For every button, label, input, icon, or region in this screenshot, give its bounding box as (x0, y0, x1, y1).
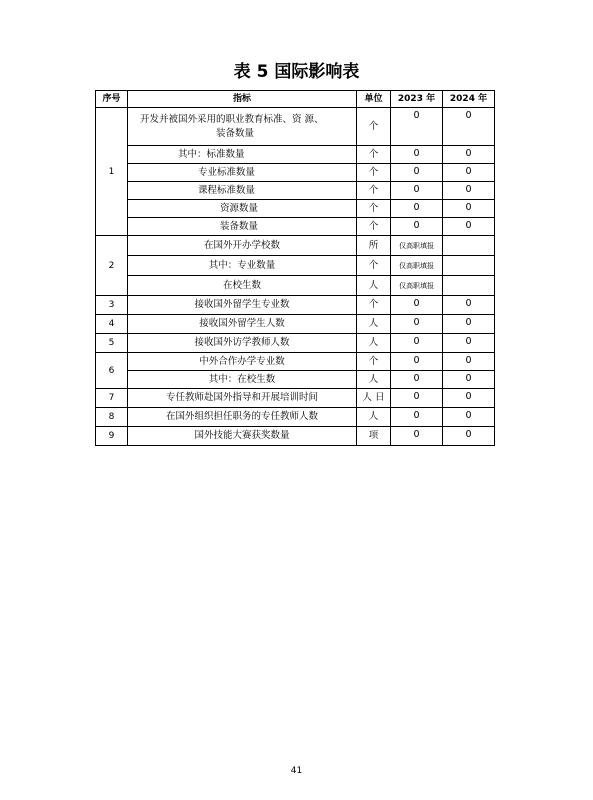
row-seq: 8 (96, 408, 128, 427)
row-value-2024: 0 (443, 427, 495, 446)
row-indicator: 专任教师赴国外指导和开展培训时间 (128, 389, 357, 408)
table-row (96, 296, 495, 315)
row-indicator: 课程标准数量 (128, 182, 357, 200)
row-unit: 项 (357, 427, 391, 446)
row-value-2024 (443, 256, 495, 276)
header-seq: 序号 (96, 91, 128, 108)
row-indicator: 在校生数 (128, 276, 357, 296)
row-unit: 个 (357, 108, 391, 146)
row-indicator: 接收国外访学教师人数 (128, 334, 357, 353)
row-value-2024: 0 (443, 164, 495, 182)
row-indicator: 其中：在校生数 (128, 371, 357, 389)
row-unit: 个 (357, 218, 391, 236)
row-value-2023: 0 (391, 408, 443, 427)
table-row (96, 389, 495, 408)
row-seq: 6 (96, 353, 128, 389)
table-row (96, 218, 495, 236)
row-value-2024: 0 (443, 296, 495, 315)
row-indicator: 装备数量 (128, 218, 357, 236)
row-seq: 3 (96, 296, 128, 315)
row-value-2023: 0 (391, 296, 443, 315)
row-seq: 5 (96, 334, 128, 353)
row-value-2023: 0 (391, 182, 443, 200)
row-unit: 人 (357, 315, 391, 334)
row-unit: 人 日 (357, 389, 391, 408)
row-unit: 人 (357, 276, 391, 296)
table-row (96, 146, 495, 164)
row-indicator: 国外技能大赛获奖数量 (128, 427, 357, 446)
row-unit: 个 (357, 353, 391, 371)
row-value-2023: 0 (391, 353, 443, 371)
row-value-2024: 0 (443, 146, 495, 164)
table-row (96, 182, 495, 200)
table-row (96, 164, 495, 182)
row-value-2023: 0 (391, 200, 443, 218)
header-unit: 单位 (357, 91, 391, 108)
row-unit: 个 (357, 296, 391, 315)
row-value-2023: 0 (391, 146, 443, 164)
row-value-2023: 0 (391, 315, 443, 334)
table-row (96, 334, 495, 353)
row-value-2024: 0 (443, 315, 495, 334)
page-number: 41 (290, 766, 303, 776)
row-unit: 个 (357, 164, 391, 182)
row-unit: 人 (357, 371, 391, 389)
row-value-2024 (443, 236, 495, 256)
row-value-2023: 0 (391, 108, 443, 146)
row-value-2024: 0 (443, 218, 495, 236)
row-seq: 2 (96, 236, 128, 296)
table-row (96, 256, 495, 276)
indicator-line: 开发并被国外采用的职业教育标准、资 源、 (140, 113, 324, 125)
row-unit: 个 (357, 146, 391, 164)
row-seq: 4 (96, 315, 128, 334)
row-value-2023: 0 (391, 164, 443, 182)
row-value-2024: 0 (443, 108, 495, 146)
row-indicator: 在国外组织担任职务的专任教师人数 (128, 408, 357, 427)
table-row (96, 353, 495, 371)
international-influence-table (95, 90, 495, 446)
table-row (96, 371, 495, 389)
row-seq: 1 (96, 108, 128, 236)
row-seq: 9 (96, 427, 128, 446)
row-value-2024: 0 (443, 371, 495, 389)
row-value-2024 (443, 276, 495, 296)
row-value-2024: 0 (443, 182, 495, 200)
header-indicator: 指标 (128, 91, 357, 108)
row-value-2023: 0 (391, 334, 443, 353)
row-seq: 7 (96, 389, 128, 408)
row-value-2024: 0 (443, 334, 495, 353)
header-2023: 2023 年 (391, 91, 443, 108)
row-unit: 个 (357, 200, 391, 218)
table-row (96, 236, 495, 256)
row-value-2024: 0 (443, 408, 495, 427)
row-indicator: 接收国外留学生专业数 (128, 296, 357, 315)
indicator-line: 装备数量 (216, 127, 255, 139)
table-row (96, 200, 495, 218)
row-value-2023: 0 (391, 218, 443, 236)
row-indicator: 专业标准数量 (128, 164, 357, 182)
row-unit: 所 (357, 236, 391, 256)
row-indicator: 在国外开办学校数 (128, 236, 357, 256)
table-row (96, 276, 495, 296)
row-value-2023: 0 (391, 371, 443, 389)
table-row (96, 427, 495, 446)
table-row (96, 108, 495, 146)
row-value-2024: 0 (443, 353, 495, 371)
row-unit: 个 (357, 256, 391, 276)
row-indicator: 其中：标准数量 (128, 146, 357, 164)
row-value-2024: 0 (443, 389, 495, 408)
row-value-2023: 0 (391, 427, 443, 446)
row-value-2023: 仅高职填报 (391, 276, 443, 296)
row-unit: 人 (357, 334, 391, 353)
row-value-2023: 0 (391, 389, 443, 408)
row-indicator: 接收国外留学生人数 (128, 315, 357, 334)
row-indicator: 中外合作办学专业数 (128, 353, 357, 371)
table-title: 表 5 国际影响表 (233, 62, 360, 82)
header-2024: 2024 年 (443, 91, 495, 108)
table-row (96, 408, 495, 427)
row-indicator: 资源数量 (128, 200, 357, 218)
row-value-2023: 仅高职填报 (391, 236, 443, 256)
header-row (96, 91, 495, 108)
table-row (96, 315, 495, 334)
row-unit: 人 (357, 408, 391, 427)
row-indicator: 其中：专业数量 (128, 256, 357, 276)
row-value-2023: 仅高职填报 (391, 256, 443, 276)
row-unit: 个 (357, 182, 391, 200)
row-indicator (128, 108, 357, 146)
row-value-2024: 0 (443, 200, 495, 218)
